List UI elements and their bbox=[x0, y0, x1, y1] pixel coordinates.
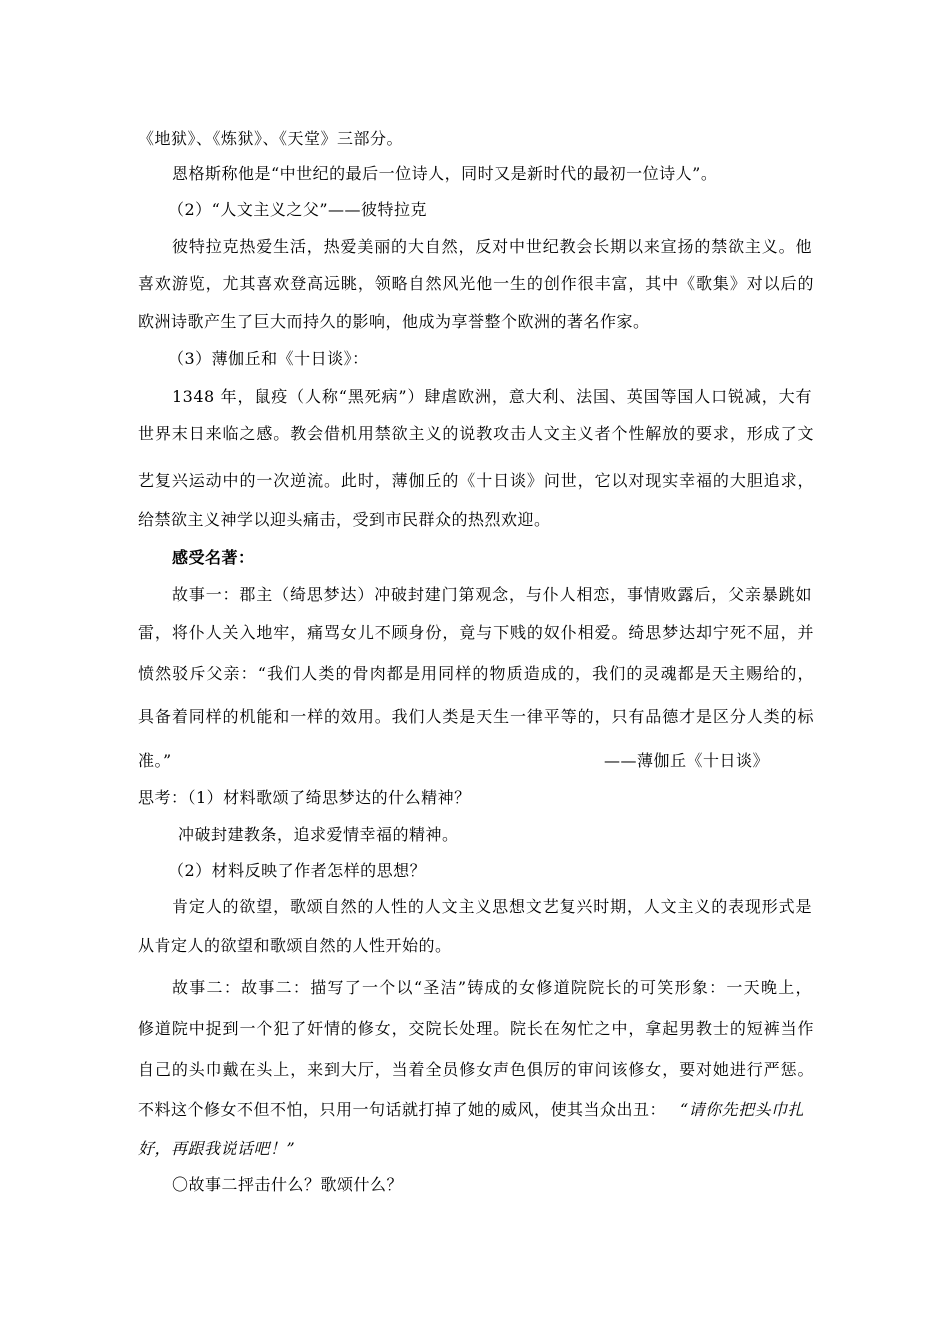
text-line: 《地狱》、《炼狱》、《天堂》三部分。 bbox=[138, 129, 404, 148]
text-line: 准。” bbox=[138, 751, 172, 770]
text-line: 不料这个修女不但不怕，只用一句话就打掉了她的威风，使其当众出丑： bbox=[138, 1100, 667, 1119]
text-line: 彼特拉克热爱生活，热爱美丽的大自然，反对中世纪教会长期以来宣扬的禁欲主义。他 bbox=[172, 237, 812, 256]
text-line: 愤然驳斥父亲：“我们人类的骨肉都是用同样的物质造成的，我们的灵魂都是天主赐给的， bbox=[138, 664, 814, 683]
question-line: 〇故事二抨击什么？歌颂什么？ bbox=[172, 1175, 404, 1194]
text-line: 故事一：郡主（绮思梦达）冲破封建门第观念，与仆人相恋，事情败露后，父亲暴跳如 bbox=[172, 585, 812, 604]
text-line: 欧洲诗歌产生了巨大而持久的影响，他成为享誉整个欧洲的著名作家。 bbox=[138, 312, 650, 331]
section-heading: （2）“人文主义之父”——彼特拉克 bbox=[168, 200, 428, 219]
quoted-speech: “请你先把头巾扎 bbox=[680, 1100, 805, 1119]
text-line: 故事二：故事二：描写了一个以“圣洁”铸成的女修道院院长的可笑形象：一天晚上， bbox=[172, 978, 812, 997]
quoted-speech: 好，再跟我说话吧！” bbox=[138, 1139, 296, 1158]
text-line: 给禁欲主义神学以迎头痛击，受到市民群众的热烈欢迎。 bbox=[138, 510, 551, 529]
text-line: 具备着同样的机能和一样的效用。我们人类是天生一律平等的，只有品德才是区分人类的标 bbox=[138, 707, 814, 726]
text-line: 艺复兴运动中的一次逆流。此时，薄伽丘的《十日谈》问世，它以对现实幸福的大胆追求， bbox=[138, 471, 814, 490]
section-heading: （3）薄伽丘和《十日谈》： bbox=[168, 349, 369, 368]
text-line: 雷，将仆人关入地牢，痛骂女儿不顾身份，竟与下贱的奴仆相爱。绮思梦达却宁死不屈，并 bbox=[138, 623, 814, 642]
answer-line: 冲破封建教条，追求爱情幸福的精神。 bbox=[178, 825, 459, 844]
text-line: 世界末日来临之感。教会借机用禁欲主义的说教攻击人文主义者个性解放的要求，形成了文 bbox=[138, 424, 814, 443]
text-line: 从肯定人的欲望和歌颂自然的人性开始的。 bbox=[138, 936, 452, 955]
text-line: 恩格斯称他是“中世纪的最后一位诗人，同时又是新时代的最初一位诗人”。 bbox=[172, 164, 718, 183]
text-line: 肯定人的欲望，歌颂自然的人性的人文主义思想文艺复兴时期，人文主义的表现形式是 bbox=[172, 897, 812, 916]
text-line: 自己的头巾戴在头上，来到大厅，当着全员修女声色俱厉的审问该修女，要对她进行严惩。 bbox=[138, 1060, 814, 1079]
text-line: 喜欢游览，尤其喜欢登高远眺，领略自然风光他一生的创作很丰富，其中《歌集》对以后的 bbox=[138, 274, 814, 293]
question-line: 思考：（1）材料歌颂了绮思梦达的什么精神？ bbox=[138, 788, 471, 807]
text-line: 1348 年，鼠疫（人称“黑死病”）肆虐欧洲，意大利、法国、英国等国人口锐减，大有 bbox=[172, 387, 812, 406]
section-heading: 感受名著： bbox=[172, 548, 255, 567]
question-line: （2）材料反映了作者怎样的思想？ bbox=[168, 861, 427, 880]
quote-attribution: ——薄伽丘《十日谈》 bbox=[604, 751, 770, 770]
text-line: 修道院中捉到一个犯了奸情的修女，交院长处理。院长在匆忙之中，拿起男教士的短裤当作 bbox=[138, 1019, 814, 1038]
